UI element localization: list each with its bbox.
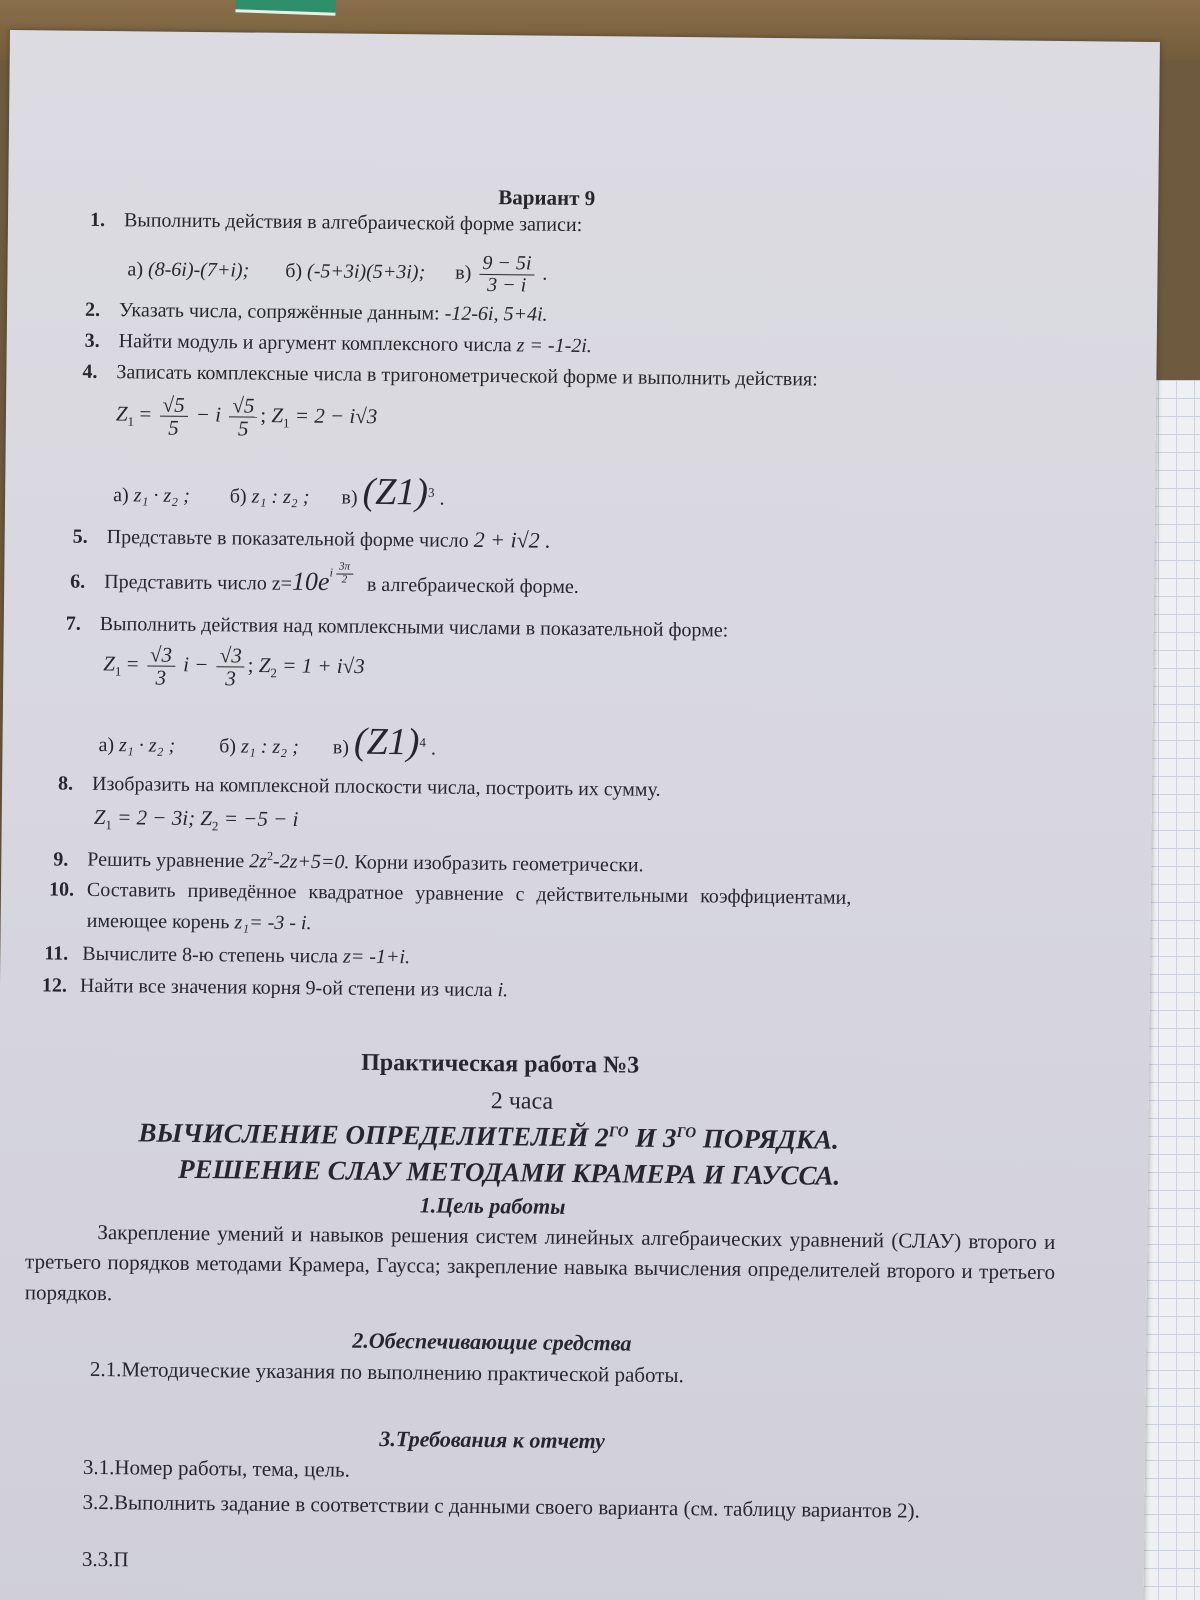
- task-text: Записать комплексные числа в тригонометрической форме и выполнить действия:: [116, 361, 818, 391]
- equals: =: [139, 401, 152, 426]
- denominator: 3: [155, 665, 167, 690]
- task-text: Найти модуль и аргумент комплексного числа: [118, 330, 517, 357]
- z2-expr: = 2 − i√3: [294, 403, 378, 429]
- task-number: 5.: [72, 525, 88, 548]
- task-expr: z = -1-2i.: [516, 334, 592, 358]
- task-10: [49, 878, 852, 909]
- task-text: Представьте в показательной форме число: [106, 526, 474, 552]
- z1-subscript: 1: [105, 817, 112, 833]
- denominator: 3: [225, 666, 236, 691]
- task-expr: z= -1+i.: [342, 945, 411, 969]
- topic-superscript: ГО: [608, 1124, 629, 1141]
- task-text: Составить приведённое квадратное уравнение с действительными коэффициентами,: [86, 878, 852, 909]
- task-number: 7.: [65, 612, 81, 635]
- practical-title: Практическая работа №3: [361, 1049, 640, 1079]
- task-4-formula: [116, 393, 378, 441]
- part-a-label: а): [127, 258, 144, 281]
- task-text: Указать числа, сопряжённые данным:: [118, 299, 445, 325]
- part-b-label: б): [285, 259, 303, 283]
- numerator: √3: [147, 643, 175, 666]
- part-b-expr: z₁ : z₂ ;: [240, 735, 299, 759]
- exponent: 3: [427, 484, 435, 500]
- task-number: 6.: [70, 570, 86, 593]
- task-11: [44, 942, 410, 969]
- z1-symbol: Z: [103, 651, 116, 676]
- fraction: [216, 644, 245, 689]
- denominator: 3 − i: [487, 274, 527, 297]
- task-12: [42, 974, 508, 1002]
- denominator: 2: [341, 573, 348, 586]
- section-1-text: Закрепление умений и навыков решения систем линейных алгебраических уравнений (СЛАУ) второго и третьего порядков методами Крамера, Гаусса; закрепление навыка вычисления определителей второго и третьего порядков.: [24, 1219, 1056, 1306]
- task-number: 12.: [41, 974, 68, 997]
- equation-part: 2z: [249, 850, 268, 873]
- task-text: Вычислите 8-ю степень числа: [82, 942, 344, 968]
- task-5: [73, 523, 551, 554]
- topic-text: ПОРЯДКА.: [695, 1123, 840, 1155]
- task-1: [90, 209, 582, 237]
- section-3-title: 3.Требования к отчету: [379, 1425, 606, 1454]
- task-number: 4.: [82, 360, 98, 383]
- practical-topic-line-1: [138, 1117, 839, 1155]
- part-c-expr: (Z1): [353, 720, 420, 764]
- semicolon: ;: [247, 652, 254, 677]
- task-number: 3.: [84, 329, 100, 352]
- exponent: 2: [266, 848, 274, 863]
- task-expr: -12-6i, 5+4i.: [444, 302, 548, 326]
- part-c-label: в): [455, 261, 472, 284]
- exponent-base: 10e: [291, 566, 330, 597]
- task-number: 11.: [44, 942, 69, 965]
- z2-symbol: Z: [200, 806, 213, 831]
- task-text: Изобразить на комплексной плоскости числа, построить их сумму.: [91, 772, 661, 801]
- topic-superscript: ГО: [676, 1125, 697, 1142]
- part-c-label: в): [332, 736, 350, 759]
- exponent-i: i: [329, 565, 334, 580]
- task-1-parts: [127, 249, 547, 296]
- z1-symbol: Z: [115, 401, 128, 426]
- section-2-item: 2.1.Методические указания по выполнению практической работы.: [89, 1356, 684, 1388]
- section-3-item-1: 3.1.Номер работы, тема, цель.: [82, 1454, 351, 1482]
- task-8-formula: [94, 805, 299, 835]
- task-tail: в алгебраической форме.: [366, 573, 579, 598]
- z1-subscript: 1: [114, 663, 122, 679]
- z2-expr: = 1 + i√3: [282, 653, 365, 679]
- task-expr: z₁= -3 - i.: [234, 911, 312, 935]
- minus-i: − i: [195, 402, 222, 427]
- part-c-label: в): [341, 486, 358, 509]
- fraction: [479, 253, 535, 297]
- task-text: имеющее корень: [86, 909, 235, 934]
- denominator: 5: [168, 415, 179, 440]
- worksheet-content: [0, 30, 1160, 1600]
- task-9: [53, 846, 643, 877]
- fraction: [147, 643, 176, 688]
- task-4-parts: [113, 467, 445, 514]
- section-3-item-2: 3.2.Выполнить задание в соответствии с данными своего варианта (см. таблицу вариантов 2).: [82, 1489, 920, 1523]
- task-number: 2.: [84, 298, 101, 321]
- variant-title: Вариант 9: [498, 185, 596, 211]
- section-1-title: 1.Цель работы: [419, 1192, 566, 1219]
- task-text: Выполнить действия над комплексными числами в показательной форме:: [99, 612, 729, 642]
- z1-expr: = 2 − 3i;: [117, 805, 196, 830]
- part-a-label: а): [98, 733, 115, 757]
- z2-symbol: Z: [271, 403, 284, 428]
- worksheet-page: [0, 30, 1160, 1600]
- part-a-expr: z₁ · z₂ ;: [118, 734, 176, 757]
- part-a-label: а): [113, 484, 129, 507]
- z2-subscript: 1: [282, 415, 290, 431]
- part-c-expr: (Z1): [362, 470, 429, 514]
- fraction: [229, 394, 258, 439]
- task-8: [58, 773, 661, 802]
- task-number: 1.: [89, 208, 106, 232]
- z2-subscript: 2: [211, 818, 219, 834]
- practical-hours: 2 часа: [490, 1088, 554, 1115]
- section-3-item-3: 3.3.П: [81, 1546, 129, 1572]
- equation-part: -2z+5=0.: [272, 850, 350, 874]
- task-text: Найти все значения корня 9-ой степени из числа: [79, 974, 498, 1002]
- fraction: [159, 394, 188, 439]
- numerator: √3: [217, 644, 245, 667]
- part-b-expr: (-5+3i)(5+3i);: [307, 260, 426, 284]
- practical-topic-line-2: РЕШЕНИЕ СЛАУ МЕТОДАМИ КРАМЕРА И ГАУССА.: [177, 1153, 841, 1191]
- topic-text: И 3: [628, 1122, 677, 1154]
- task-4: [82, 361, 818, 392]
- task-number: 9.: [53, 848, 69, 871]
- task-number: 8.: [57, 772, 74, 795]
- task-2: [85, 299, 548, 327]
- part-a-expr: (8-6i)-(7+i);: [147, 258, 250, 282]
- task-7-parts: [98, 717, 436, 765]
- task-10-cont: [87, 910, 312, 935]
- period: .: [542, 262, 548, 285]
- exponent: 4: [419, 734, 427, 750]
- z2-symbol: Z: [258, 653, 271, 678]
- section-2-title: 2.Обеспечивающие средства: [352, 1327, 632, 1356]
- numerator: √5: [229, 394, 257, 417]
- task-6: [70, 559, 579, 600]
- task-number: 10.: [48, 878, 75, 901]
- numerator: 9 − 5i: [479, 253, 534, 276]
- task-3: [85, 330, 592, 358]
- part-b-expr: z₁ : z₂ ;: [251, 485, 310, 509]
- task-text: Представить число z=: [104, 570, 293, 595]
- task-expr: 2 + i√2 .: [473, 526, 551, 553]
- z1-symbol: Z: [93, 804, 106, 830]
- denominator: 5: [237, 416, 249, 441]
- i-minus: i −: [183, 652, 209, 677]
- task-text: Решить уравнение: [87, 848, 250, 873]
- task-expr: i.: [497, 979, 509, 1002]
- z2-subscript: 2: [270, 665, 278, 681]
- equals: =: [126, 651, 139, 676]
- semicolon: ;: [260, 403, 267, 428]
- exponent-fraction: [336, 561, 353, 585]
- task-text: Выполнить действия в алгебраической форме записи:: [123, 209, 583, 237]
- period: .: [439, 487, 445, 510]
- topic-text: ВЫЧИСЛЕНИЕ ОПРЕДЕЛИТЕЛЕЙ 2: [138, 1117, 609, 1153]
- part-a-expr: z₁ · z₂ ;: [133, 484, 190, 507]
- z1-subscript: 1: [127, 413, 135, 429]
- task-7-formula: [103, 643, 365, 691]
- numerator: 3π: [336, 561, 353, 574]
- z2-expr: = −5 − i: [223, 806, 299, 832]
- period: .: [430, 737, 437, 760]
- task-text-tail: Корни изобразить геометрически.: [349, 851, 644, 877]
- part-b-label: б): [229, 485, 247, 508]
- numerator: √5: [159, 394, 187, 417]
- task-7: [66, 613, 729, 643]
- part-b-label: б): [219, 735, 237, 758]
